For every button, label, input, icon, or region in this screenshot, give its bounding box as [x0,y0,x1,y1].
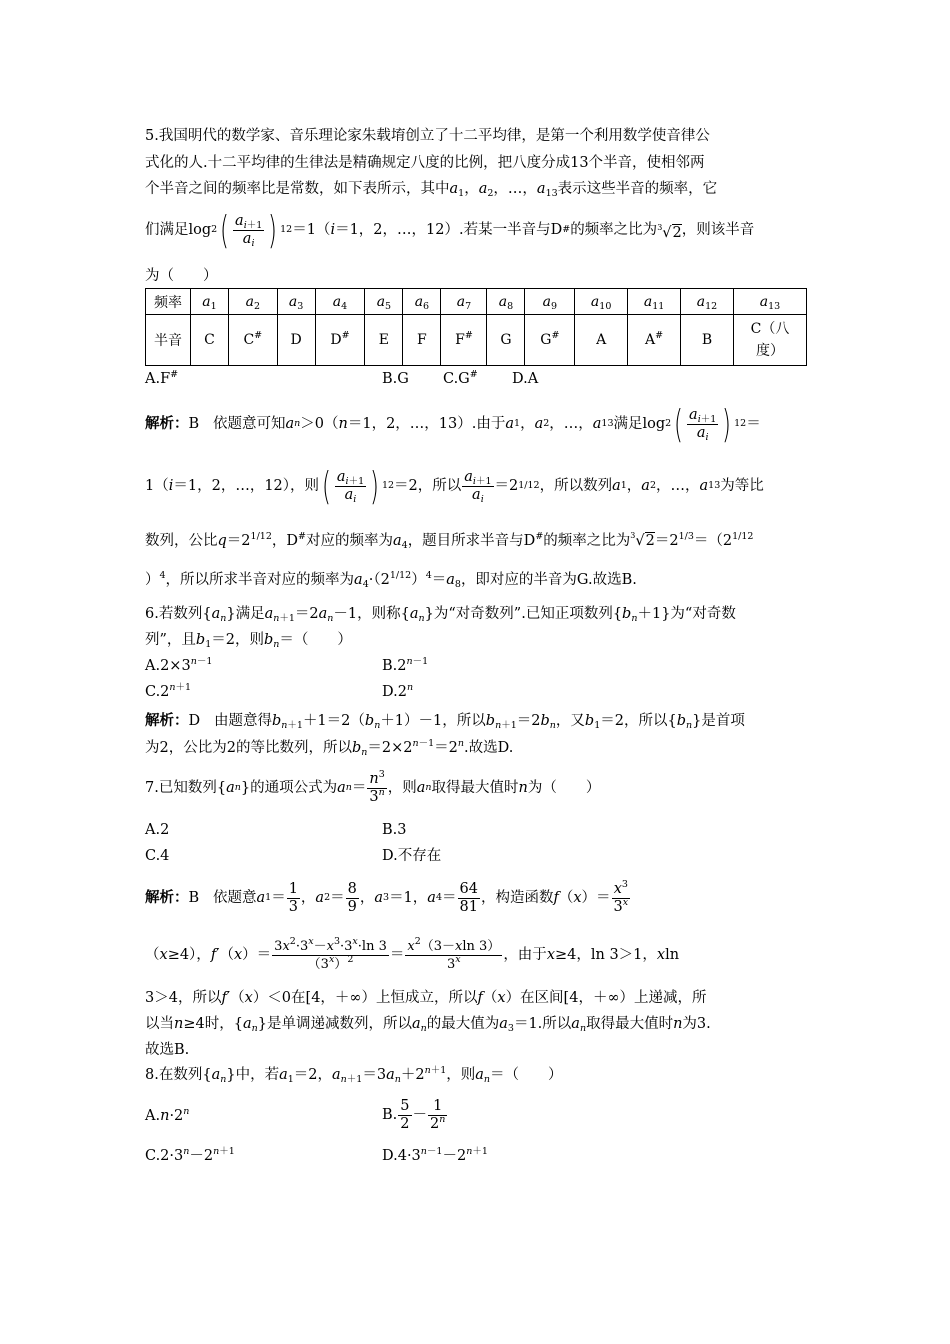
table-cell: D# [315,315,365,366]
q5-analysis-line-4: ）$^4$，所以所求半音对应的频率为$a_4\cdot(2^{1/12})^4=a_8$，即对应的半音为G.故选B. [145,570,637,590]
table-cell: $a_8$ [487,289,525,315]
table-cell: $a_6$ [403,289,441,315]
table-row-notes [146,315,807,366]
table-row-frequency [146,289,807,315]
q7-option-b: B.3 [382,822,407,838]
q5-analysis-line-2: 1（ i ＝1，2，…，12），则 ( $\frac{a_{i+1}}{a_i}$ ) 12 ＝2，所以 $\frac{a_{i+1}}{a_i}$ ＝2 1/12 ，所以数列 a 1 ， a 2 ，…， a 13 为等比 [145,464,764,508]
q5-option-a: A.F# [145,369,179,387]
q7-analysis-line-2: （ x ≥4）， f ′ （ x ）＝ $\frac{3x^2\cdot 3^x-x^3\cdot 3^x\cdot\ln 3}{(3^x)^2}$ ＝ $\frac{x^2(3-xln 3)}{3^x}$ ，由于 x ≥4，ln 3＞1， x ln [145,935,680,972]
q6-analysis-line-2: 为2，公比为2的等比数列，所以$b_n=2\times 2^{n-1}=2^n$.故选D. [145,738,514,758]
table-cell: G# [525,315,575,366]
q6-option-b: $B.2^{n-1}$ [382,656,429,674]
table-cell: E [365,315,403,366]
q6-analysis-line-1: 解析：D 由题意得$b_{n+1}+1=2(b_n+1)-1$，所以$b_{n+1}=2b_n$，又$b_1=2$，所以$\{b_n\}$是首项 [145,712,745,731]
table-cell: A [575,315,628,366]
q6-line-1: 6.若数列$\{a_n\}$满足$a_{n+1}=2a_n-1$，则称$\{a_n\}$为“对奇数列”.已知正项数列$\{b_n+1\}$为“对奇数 [145,606,736,624]
table-cell: A# [628,315,681,366]
q5-option-c: C.G# [443,369,478,387]
q6-option-c: $C.2^{n+1}$ [145,682,192,700]
table-cell: C# [229,315,278,366]
q7-analysis-line-1: 解析： B 依题意 a 1 ＝ $\frac{1}{3}$ ， a 2 ＝ $\frac{8}{9}$ ， a 3 ＝1， a 4 ＝ $\frac{64}{81}$ ，构造函数 f （ x ）＝ $\frac{x^3}{3^x}$ [145,878,629,915]
table-header-cell: 频率 [146,289,191,315]
cube-root: $^3$√2 [657,222,682,241]
table-cell: $a_1$ [191,289,229,315]
table-cell: $a_9$ [525,289,575,315]
table-cell: $a_{10}$ [575,289,628,315]
fraction: $\frac{a_{i+1}}{a_i}$ [235,212,263,249]
q6-option-a: $A.2\times 3^{n-1}$ [145,656,213,674]
q5-line-3: 个半音之间的频率比是常数，如下表所示，其中$a_1$，$a_2$，…，$a_{13}$表示这些半音的频率，它 [145,181,718,199]
table-cell: D [277,315,315,366]
q5-line-4: 们满足 log 2 ( $\frac{a_{i+1}}{a_i}$ ) 12 ＝1（ i ＝1，2，…，12）.若某一半音与D # 的频率之比为 $^3$√2 ，则该半音 [145,208,755,252]
table-cell: F# [441,315,487,366]
q5-analysis-line-3: 数列，公比$q=2^{1/12}$，D#对应的频率为$a_4$，题目所求半音与D#的频率之比为$^3√2=2^{1/3}=(2^{1/12}$ [145,531,754,551]
table-header-cell: 半音 [146,315,191,366]
frequency-table [145,288,807,366]
q8-option-d: $D.4\cdot 3^{n-1}-2^{n+1}$ [382,1146,488,1164]
q5-line-2: 式化的人.十二平均律的生律法是精确规定八度的比例，把八度分成13个半音，使相邻两 [145,155,705,171]
q5-line-1: 5.我国明代的数学家、音乐理论家朱载堉创立了十二平均律，是第一个利用数学使音律公 [145,128,710,144]
table-cell: $a_{13}$ [734,289,807,315]
table-cell: $a_5$ [365,289,403,315]
q5-option-b: B.G [382,371,409,387]
table-cell: B [681,315,734,366]
q5-analysis-line-1: 解析： B 依题意可知 a n ＞0（ n ＝1，2，…，13）.由于 a 1 ， a 2 ，…， a 13 满足 log 2 ( $\frac{a_{i+1}}{a_i}$ ) 12 ＝ [145,402,761,446]
q7-option-c: C.4 [145,848,170,864]
q8-option-c: $C.2\cdot 3^n-2^{n+1}$ [145,1146,235,1164]
q8-option-b: B. $\frac{5}{2}$ － $\frac{1}{2^n}$ [382,1097,446,1132]
q7-analysis-line-4: 以当n≥4时，$\{a_n\}$是单调递减数列，所以$a_n$的最大值为$a_3=1$.所以$a_n$取得最大值时n为3. [145,1016,711,1034]
table-cell: C [191,315,229,366]
q5-option-d: D.A [512,371,539,387]
table-cell: F [403,315,441,366]
q7-option-d: D.不存在 [382,848,442,864]
q7-analysis-line-5: 故选B. [145,1042,190,1058]
table-cell: $a_7$ [441,289,487,315]
table-cell: G [487,315,525,366]
table-cell: $a_{12}$ [681,289,734,315]
table-cell: $a_4$ [315,289,365,315]
q6-option-d: D.2$^n$ [382,682,414,700]
table-cell: C（八 度） [734,315,807,366]
q5-line-5: 为（ ） [145,268,218,284]
q7-option-a: A.2 [145,822,170,838]
q8-option-a: $A.n\cdot 2^n$ [145,1106,190,1124]
q6-line-2: 列”，且$b_1=2$，则$b_n=$（ ） [145,632,352,650]
q7-line-1: 7.已知数列{ a n }的通项公式为 a n ＝ $\frac{n^3}{3^n}$ ，则 a n 取得最大值时 n 为（ ） [145,768,601,805]
table-cell: $a_2$ [229,289,278,315]
q8-line-1: 8.在数列$\{a_n\}$中，若$a_1=2$，$a_{n+1}=3a_n+2^{n+1}$，则$a_n=$（ ） [145,1065,563,1085]
table-cell: $a_{11}$ [628,289,681,315]
q7-analysis-line-3: 3＞4，所以f′（x）＜0在[4，＋∞）上恒成立，所以f（x）在区间[4，＋∞）上递减，所 [145,990,707,1006]
table-cell: $a_3$ [277,289,315,315]
